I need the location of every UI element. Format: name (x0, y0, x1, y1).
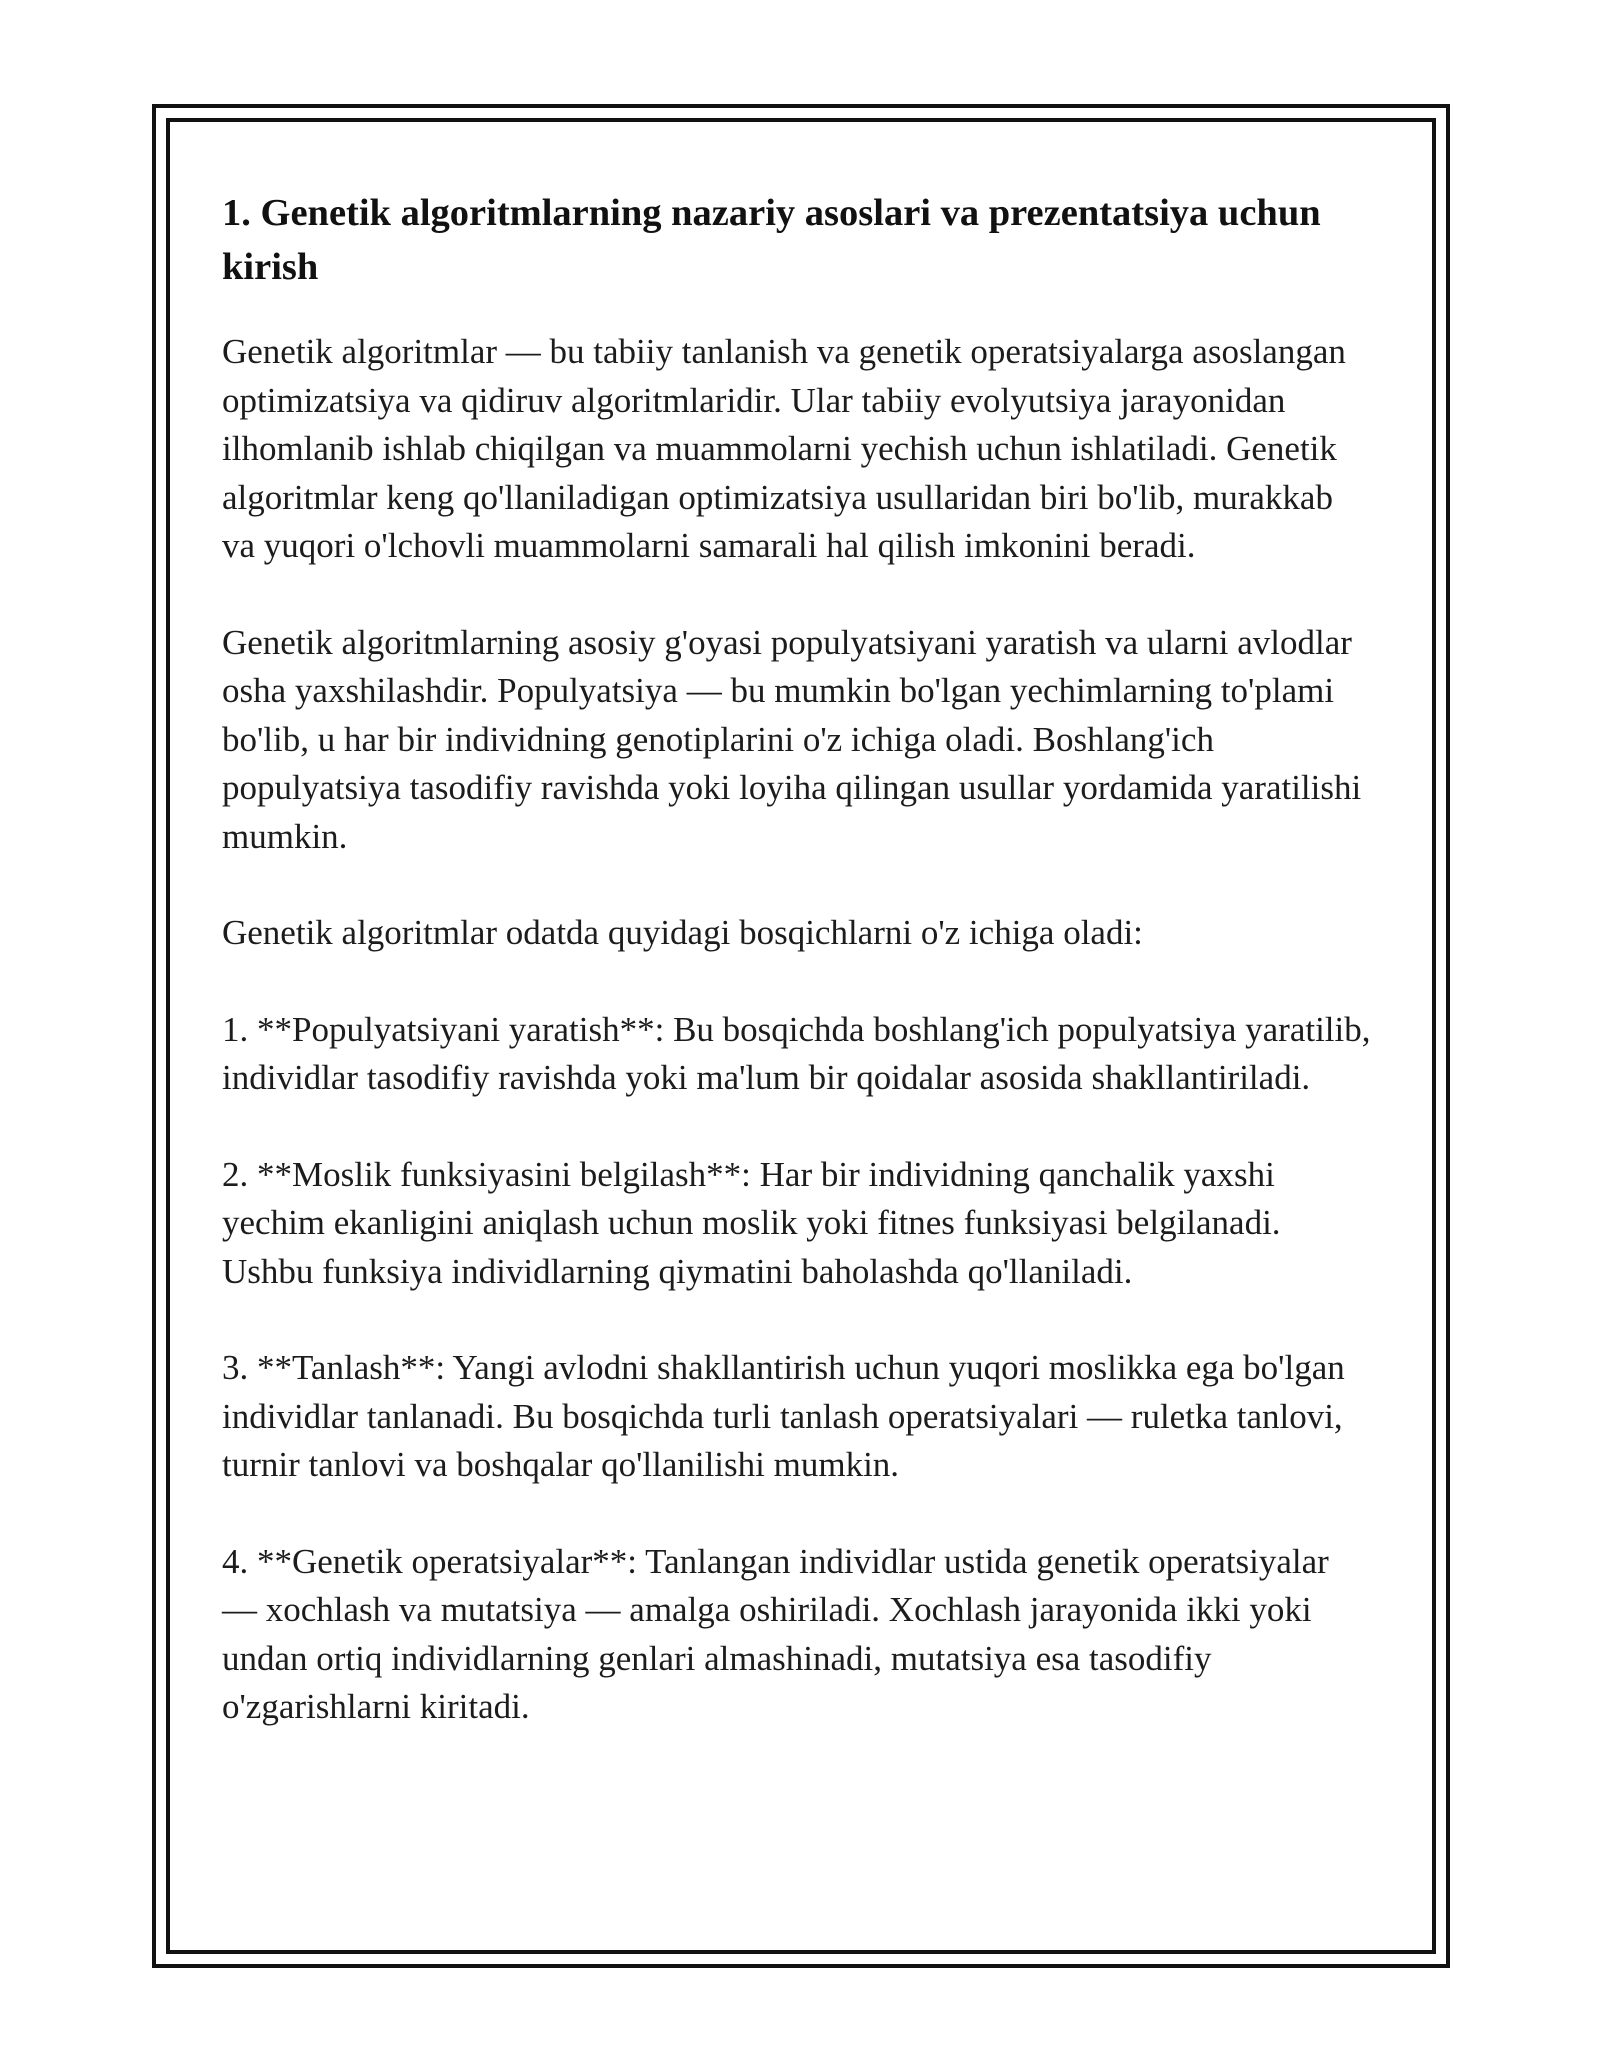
steps-intro-paragraph: Genetik algoritmlar odatda quyidagi bosqichlarni o'z ichiga oladi: (222, 913, 1143, 952)
document-body (222, 186, 1372, 1732)
step-4-paragraph: 4. **Genetik operatsiyalar**: Tanlangan individlar ustida genetik operatsiyalar — xochlash va mutatsiya — amalga oshiriladi. Xochlash jarayonida ikki yoki undan ortiq individlarning genlari almashinadi, mutatsiya esa tasodifiy o'zgarishlarni kiritadi. (222, 1541, 1329, 1726)
population-paragraph: Genetik algoritmlarning asosiy g'oyasi populyatsiyani yaratish va ularni avlodlar osha yaxshilashdir. Populyatsiya — bu mumkin bo'lgan yechimlarning to'plami bo'lib, u har bir individning genotiplarini o'z ichiga oladi. Boshlang'ich populyatsiya tasodifiy ravishda yoki loyiha qilingan usullar yordamida yaratilishi mumkin. (222, 622, 1362, 856)
section-heading: 1. Genetik algoritmlarning nazariy asoslari va prezentatsiya uchun kirish (222, 192, 1321, 288)
step-2-paragraph: 2. **Moslik funksiyasini belgilash**: Har bir individning qanchalik yaxshi yechim ekanligini aniqlash uchun moslik yoki fitnes funksiyasi belgilanadi. Ushbu funksiya individlarning qiymatini baholashda qo'llaniladi. (222, 1154, 1281, 1291)
step-3-paragraph: 3. **Tanlash**: Yangi avlodni shakllantirish uchun yuqori moslikka ega bo'lgan individlar tanlanadi. Bu bosqichda turli tanlash operatsiyalari — ruletka tanlovi, turnir tanlovi va boshqalar qo'llanilishi mumkin. (222, 1348, 1345, 1484)
intro-paragraph: Genetik algoritmlar — bu tabiiy tanlanish va genetik operatsiyalarga asoslangan optimizatsiya va qidiruv algoritmlaridir. Ular tabiiy evolyutsiya jarayonidan ilhomlanib ishlab chiqilgan va muammolarni yechish uchun ishlatiladi. Genetik algoritmlar keng qo'llaniladigan optimizatsiya usullaridan biri bo'lib, murakkab va yuqori o'lchovli muammolarni samarali hal qilish imkonini beradi. (222, 332, 1346, 565)
step-1-paragraph: 1. **Populyatsiyani yaratish**: Bu bosqichda boshlang'ich populyatsiya yaratilib, individlar tasodifiy ravishda yoki ma'lum bir qoidalar asosida shakllantiriladi. (222, 1009, 1371, 1097)
